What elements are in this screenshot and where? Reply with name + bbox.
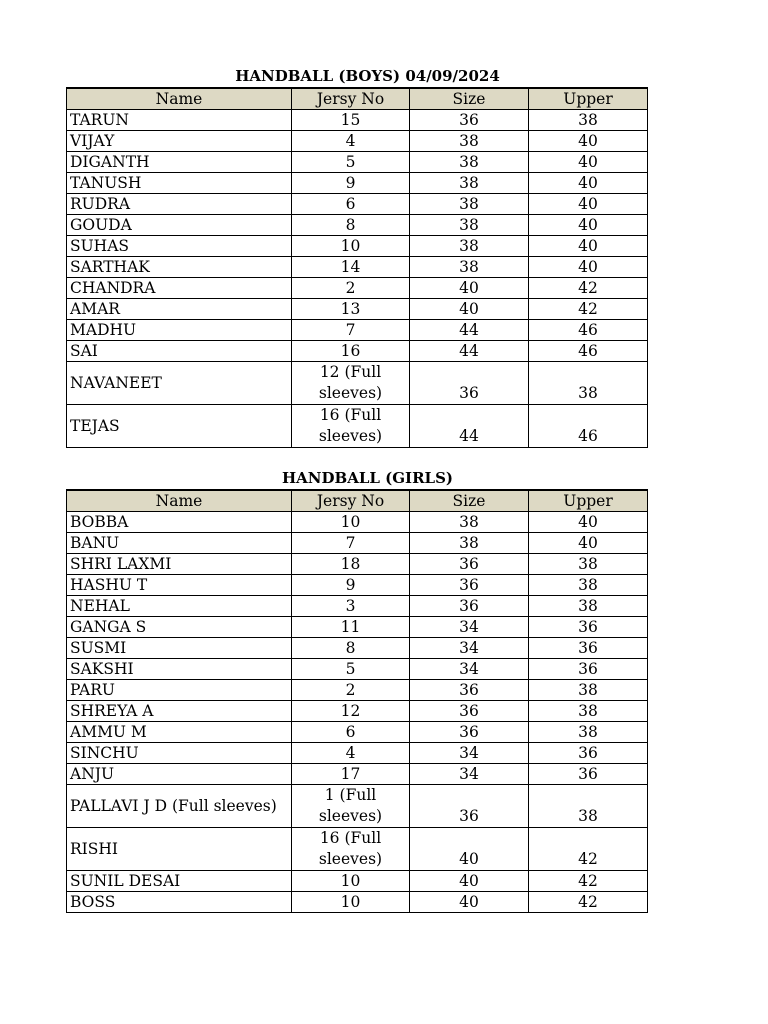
- table-row: [67, 659, 648, 680]
- cell-size: 38: [410, 533, 529, 554]
- cell-size: 36: [410, 701, 529, 722]
- table-row: [67, 892, 648, 913]
- cell-name: HASHU T: [67, 575, 292, 596]
- cell-upper: 40: [529, 236, 648, 257]
- cell-upper: 40: [529, 173, 648, 194]
- cell-jersey-no: 10: [292, 512, 410, 533]
- cell-size: 38: [410, 257, 529, 278]
- cell-jersey-no: 16 (Full sleeves): [292, 405, 410, 448]
- cell-name: VIJAY: [67, 131, 292, 152]
- cell-size: 34: [410, 617, 529, 638]
- cell-name: SAI: [67, 341, 292, 362]
- cell-size: 40: [410, 892, 529, 913]
- cell-name: ANJU: [67, 764, 292, 785]
- cell-jersey-no: 12: [292, 701, 410, 722]
- cell-name: SINCHU: [67, 743, 292, 764]
- girls-table-title: HANDBALL (GIRLS): [281, 469, 454, 487]
- cell-upper: 40: [529, 152, 648, 173]
- cell-size: 40: [410, 828, 529, 871]
- cell-size: 36: [410, 110, 529, 131]
- table-row: [67, 362, 648, 405]
- cell-size: 36: [410, 575, 529, 596]
- cell-name: NAVANEET: [67, 362, 292, 405]
- table-row: [67, 554, 648, 575]
- table-row: [67, 278, 648, 299]
- cell-upper: 42: [529, 871, 648, 892]
- cell-name: GOUDA: [67, 215, 292, 236]
- cell-size: 36: [410, 680, 529, 701]
- cell-name: CHANDRA: [67, 278, 292, 299]
- cell-upper: 42: [529, 278, 648, 299]
- header-row: [67, 490, 648, 512]
- cell-size: 36: [410, 362, 529, 405]
- cell-jersey-no: 8: [292, 638, 410, 659]
- table-row: [67, 110, 648, 131]
- table-row: [67, 215, 648, 236]
- cell-jersey-no: 1 (Full sleeves): [292, 785, 410, 828]
- cell-name: BOBBA: [67, 512, 292, 533]
- table-row: [67, 194, 648, 215]
- table-row: [67, 173, 648, 194]
- cell-upper: 38: [529, 701, 648, 722]
- cell-upper: 46: [529, 341, 648, 362]
- cell-name: SUNIL DESAI: [67, 871, 292, 892]
- col-header-upper: Upper: [529, 490, 648, 512]
- cell-size: 44: [410, 320, 529, 341]
- table-row: [67, 405, 648, 448]
- cell-upper: 42: [529, 299, 648, 320]
- cell-name: TEJAS: [67, 405, 292, 448]
- cell-name: BOSS: [67, 892, 292, 913]
- cell-upper: 38: [529, 680, 648, 701]
- table-row: [67, 617, 648, 638]
- cell-size: 34: [410, 764, 529, 785]
- cell-name: SHREYA A: [67, 701, 292, 722]
- cell-size: 40: [410, 871, 529, 892]
- cell-name: RISHI: [67, 828, 292, 871]
- cell-size: 38: [410, 215, 529, 236]
- cell-jersey-no: 10: [292, 892, 410, 913]
- cell-upper: 38: [529, 722, 648, 743]
- cell-size: 38: [410, 131, 529, 152]
- girls-table-body: [67, 512, 648, 913]
- cell-name: TARUN: [67, 110, 292, 131]
- cell-size: 36: [410, 596, 529, 617]
- cell-jersey-no: 4: [292, 131, 410, 152]
- cell-name: SAKSHI: [67, 659, 292, 680]
- boys-table: [66, 87, 648, 448]
- cell-name: SUSMI: [67, 638, 292, 659]
- table-row: [67, 320, 648, 341]
- cell-name: AMMU M: [67, 722, 292, 743]
- cell-name: SARTHAK: [67, 257, 292, 278]
- cell-jersey-no: 15: [292, 110, 410, 131]
- cell-name: PALLAVI J D (Full sleeves): [67, 785, 292, 828]
- table-row: [67, 596, 648, 617]
- cell-jersey-no: 4: [292, 743, 410, 764]
- cell-size: 44: [410, 341, 529, 362]
- col-header-size: Size: [410, 490, 529, 512]
- cell-size: 44: [410, 405, 529, 448]
- cell-jersey-no: 9: [292, 173, 410, 194]
- cell-jersey-no: 6: [292, 722, 410, 743]
- cell-name: SUHAS: [67, 236, 292, 257]
- cell-upper: 42: [529, 828, 648, 871]
- cell-upper: 46: [529, 320, 648, 341]
- col-header-upper: Upper: [529, 88, 648, 110]
- cell-name: GANGA S: [67, 617, 292, 638]
- cell-jersey-no: 7: [292, 320, 410, 341]
- table-row: [67, 533, 648, 554]
- cell-name: PARU: [67, 680, 292, 701]
- cell-name: DIGANTH: [67, 152, 292, 173]
- table-row: [67, 722, 648, 743]
- cell-upper: 38: [529, 596, 648, 617]
- cell-jersey-no: 11: [292, 617, 410, 638]
- girls-section: [66, 468, 647, 913]
- table-row: [67, 152, 648, 173]
- col-header-jersey: Jersy No: [292, 490, 410, 512]
- cell-upper: 36: [529, 764, 648, 785]
- cell-size: 38: [410, 173, 529, 194]
- table-row: [67, 299, 648, 320]
- cell-upper: 36: [529, 638, 648, 659]
- cell-jersey-no: 6: [292, 194, 410, 215]
- cell-size: 40: [410, 299, 529, 320]
- cell-size: 34: [410, 659, 529, 680]
- col-header-name: Name: [67, 88, 292, 110]
- cell-size: 34: [410, 638, 529, 659]
- cell-size: 38: [410, 194, 529, 215]
- cell-size: 38: [410, 236, 529, 257]
- table-row: [67, 701, 648, 722]
- cell-size: 36: [410, 785, 529, 828]
- cell-upper: 38: [529, 362, 648, 405]
- cell-jersey-no: 2: [292, 680, 410, 701]
- cell-jersey-no: 3: [292, 596, 410, 617]
- table-row: [67, 341, 648, 362]
- cell-upper: 42: [529, 892, 648, 913]
- cell-name: SHRI LAXMI: [67, 554, 292, 575]
- table-row: [67, 785, 648, 828]
- cell-name: RUDRA: [67, 194, 292, 215]
- cell-upper: 38: [529, 785, 648, 828]
- cell-size: 40: [410, 278, 529, 299]
- cell-upper: 36: [529, 743, 648, 764]
- cell-name: AMAR: [67, 299, 292, 320]
- table-row: [67, 236, 648, 257]
- cell-upper: 36: [529, 617, 648, 638]
- cell-name: MADHU: [67, 320, 292, 341]
- header-row: [67, 88, 648, 110]
- cell-jersey-no: 18: [292, 554, 410, 575]
- table-row: [67, 131, 648, 152]
- cell-name: TANUSH: [67, 173, 292, 194]
- cell-jersey-no: 12 (Full sleeves): [292, 362, 410, 405]
- cell-jersey-no: 2: [292, 278, 410, 299]
- table-row: [67, 680, 648, 701]
- boys-section: [66, 66, 647, 448]
- cell-jersey-no: 14: [292, 257, 410, 278]
- cell-jersey-no: 5: [292, 659, 410, 680]
- cell-upper: 40: [529, 131, 648, 152]
- cell-size: 36: [410, 722, 529, 743]
- cell-size: 38: [410, 152, 529, 173]
- cell-upper: 36: [529, 659, 648, 680]
- cell-upper: 38: [529, 554, 648, 575]
- table-row: [67, 828, 648, 871]
- cell-jersey-no: 9: [292, 575, 410, 596]
- cell-jersey-no: 8: [292, 215, 410, 236]
- cell-upper: 38: [529, 110, 648, 131]
- cell-upper: 40: [529, 215, 648, 236]
- table-row: [67, 743, 648, 764]
- table-row: [67, 871, 648, 892]
- col-header-size: Size: [410, 88, 529, 110]
- cell-jersey-no: 5: [292, 152, 410, 173]
- table-row: [67, 257, 648, 278]
- girls-table: [66, 489, 648, 913]
- cell-name: BANU: [67, 533, 292, 554]
- cell-jersey-no: 17: [292, 764, 410, 785]
- table-row: [67, 638, 648, 659]
- cell-upper: 40: [529, 257, 648, 278]
- cell-name: NEHAL: [67, 596, 292, 617]
- col-header-name: Name: [67, 490, 292, 512]
- table-row: [67, 764, 648, 785]
- cell-jersey-no: 10: [292, 871, 410, 892]
- cell-jersey-no: 13: [292, 299, 410, 320]
- cell-size: 36: [410, 554, 529, 575]
- cell-upper: 40: [529, 194, 648, 215]
- cell-jersey-no: 10: [292, 236, 410, 257]
- boys-table-title: HANDBALL (BOYS) 04/09/2024: [235, 67, 500, 85]
- cell-jersey-no: 16: [292, 341, 410, 362]
- boys-table-body: [67, 110, 648, 448]
- cell-upper: 38: [529, 575, 648, 596]
- cell-size: 34: [410, 743, 529, 764]
- cell-upper: 40: [529, 533, 648, 554]
- cell-jersey-no: 16 (Full sleeves): [292, 828, 410, 871]
- table-row: [67, 575, 648, 596]
- cell-jersey-no: 7: [292, 533, 410, 554]
- table-row: [67, 512, 648, 533]
- cell-upper: 40: [529, 512, 648, 533]
- col-header-jersey: Jersy No: [292, 88, 410, 110]
- cell-size: 38: [410, 512, 529, 533]
- cell-upper: 46: [529, 405, 648, 448]
